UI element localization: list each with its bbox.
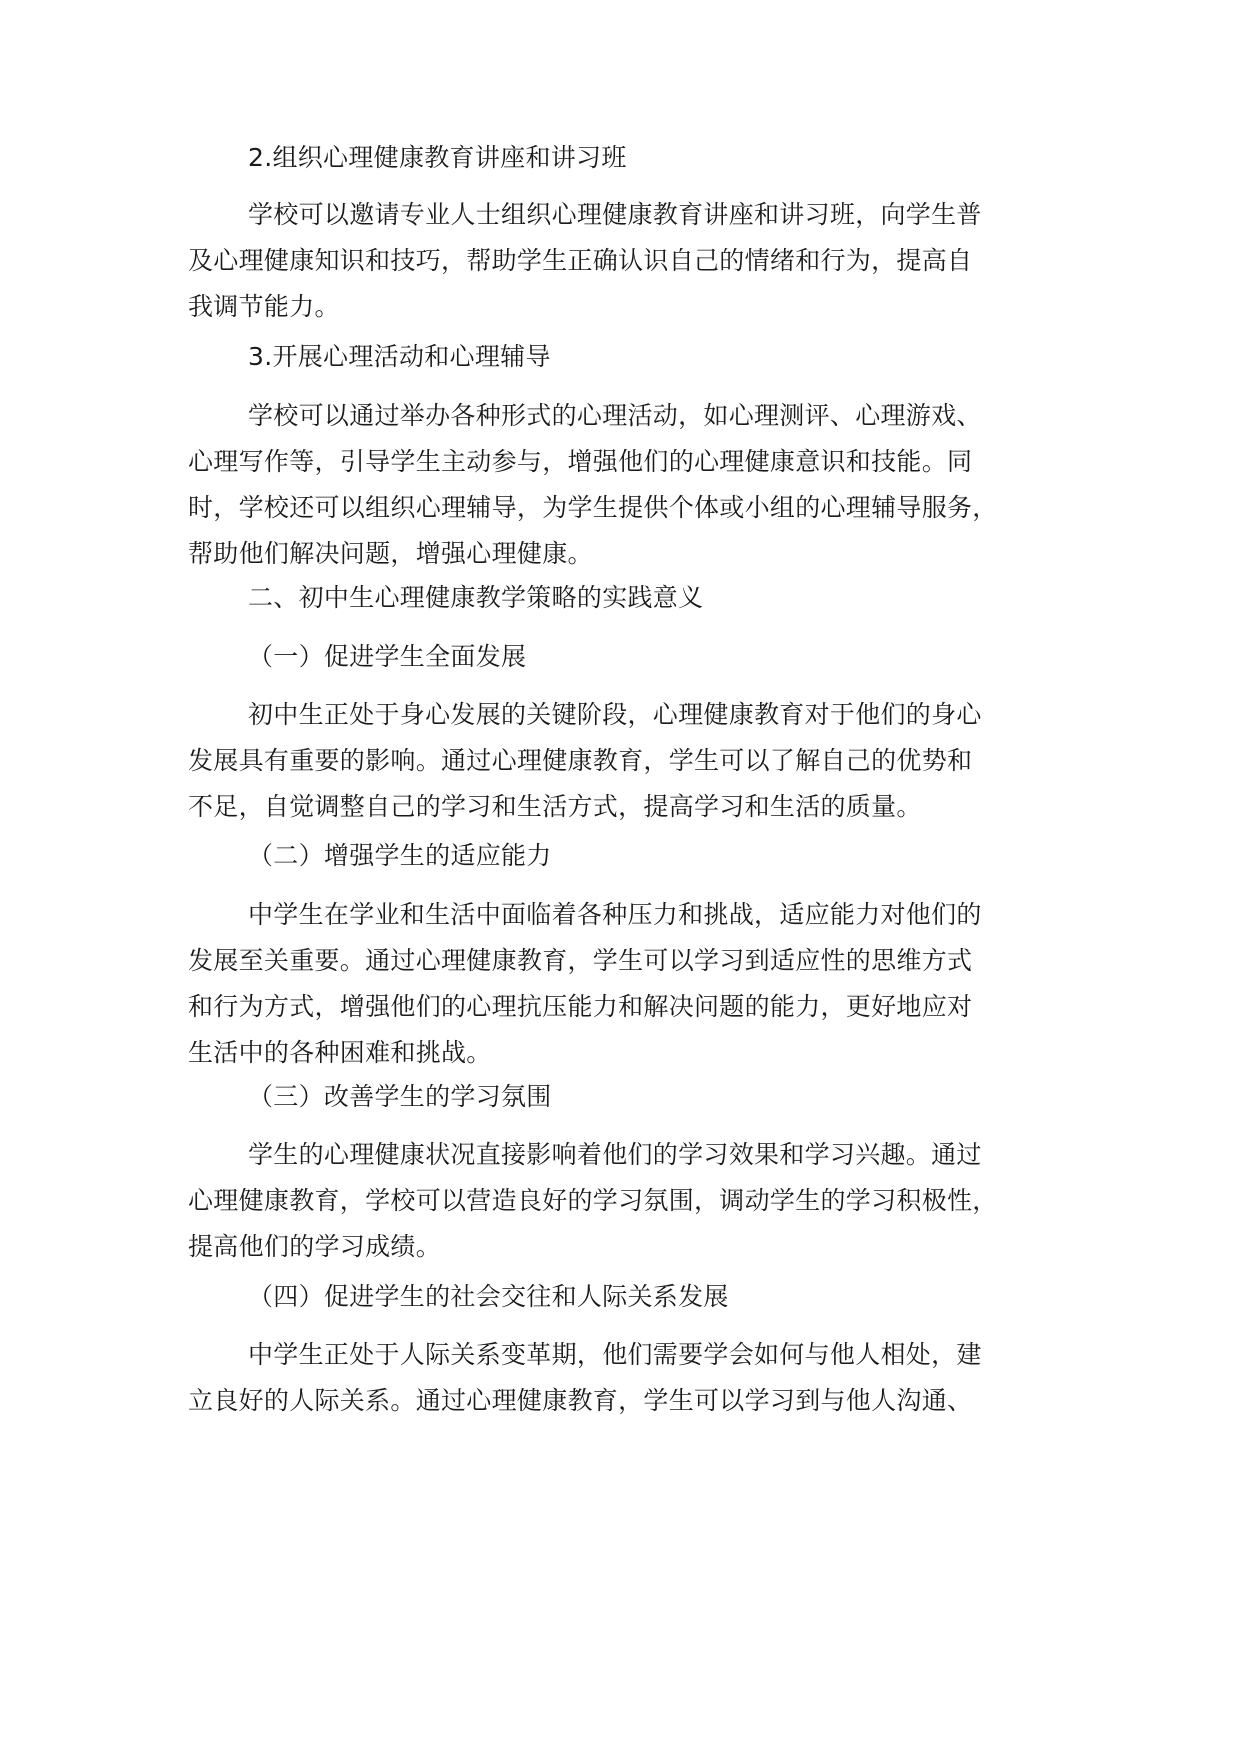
text-line: 学生的心理健康状况直接影响着他们的学习效果和学习兴趣。通过 [248, 1140, 982, 1169]
text-line: （一）促进学生全面发展 [248, 642, 527, 671]
text-line: 我调节能力。 [188, 292, 340, 321]
paragraph-overall-development [188, 692, 1088, 830]
text-line: 生活中的各种困难和挑战。 [188, 1038, 492, 1067]
paragraph-lectures [188, 192, 1088, 330]
text-line: 提高他们的学习成绩。 [188, 1232, 442, 1261]
text-line: 中学生正处于人际关系变革期，他们需要学会如何与他人相处，建 [248, 1340, 982, 1369]
text-line: 学校可以邀请专业人士组织心理健康教育讲座和讲习班，向学生普 [248, 200, 982, 229]
text-line: 不足，自觉调整自己的学习和生活方式，提高学习和生活的质量。 [188, 792, 922, 821]
text-line: 心理健康教育，学校可以营造良好的学习氛围，调动学生的学习积极性， [188, 1186, 998, 1215]
text-line: 初中生正处于身心发展的关键阶段，心理健康教育对于他们的身心 [248, 700, 982, 729]
subheading-social-relationships [188, 1274, 1088, 1320]
text-line: 心理写作等，引导学生主动参与，增强他们的心理健康意识和技能。同 [188, 447, 973, 476]
text-line: 发展具有重要的影响。通过心理健康教育，学生可以了解自己的优势和 [188, 746, 973, 775]
text-line: 3.开展心理活动和心理辅导 [248, 342, 551, 371]
subheading-adaptability [188, 833, 1088, 879]
text-line: 二、初中生心理健康教学策略的实践意义 [248, 583, 704, 612]
text-line: 发展至关重要。通过心理健康教育，学生可以学习到适应性的思维方式 [188, 946, 973, 975]
text-line: 和行为方式，增强他们的心理抗压能力和解决问题的能力，更好地应对 [188, 992, 973, 1021]
section-heading-practical-significance [188, 575, 1088, 621]
text-line: 及心理健康知识和技巧，帮助学生正确认识自己的情绪和行为，提高自 [188, 246, 973, 275]
text-line: 帮助他们解决问题，增强心理健康。 [188, 539, 593, 568]
subheading-overall-development [188, 634, 1088, 680]
text-line: 2.组织心理健康教育讲座和讲习班 [248, 143, 627, 172]
paragraph-adaptability [188, 892, 1088, 1076]
subheading-learning-atmosphere [188, 1074, 1088, 1120]
text-line: 学校可以通过举办各种形式的心理活动，如心理测评、心理游戏、 [248, 401, 982, 430]
heading-activities [188, 334, 1088, 380]
text-line: （三）改善学生的学习氛围 [248, 1082, 552, 1111]
paragraph-learning-atmosphere [188, 1132, 1088, 1270]
text-line: 中学生在学业和生活中面临着各种压力和挑战，适应能力对他们的 [248, 900, 982, 929]
text-line: （二）增强学生的适应能力 [248, 841, 552, 870]
paragraph-social-relationships [188, 1332, 1088, 1424]
heading-lectures [188, 135, 1088, 181]
text-line: （四）促进学生的社会交往和人际关系发展 [248, 1282, 729, 1311]
paragraph-activities [188, 393, 1088, 577]
text-line: 时，学校还可以组织心理辅导，为学生提供个体或小组的心理辅导服务， [188, 493, 998, 522]
text-line: 立良好的人际关系。通过心理健康教育，学生可以学习到与他人沟通、 [188, 1386, 973, 1415]
